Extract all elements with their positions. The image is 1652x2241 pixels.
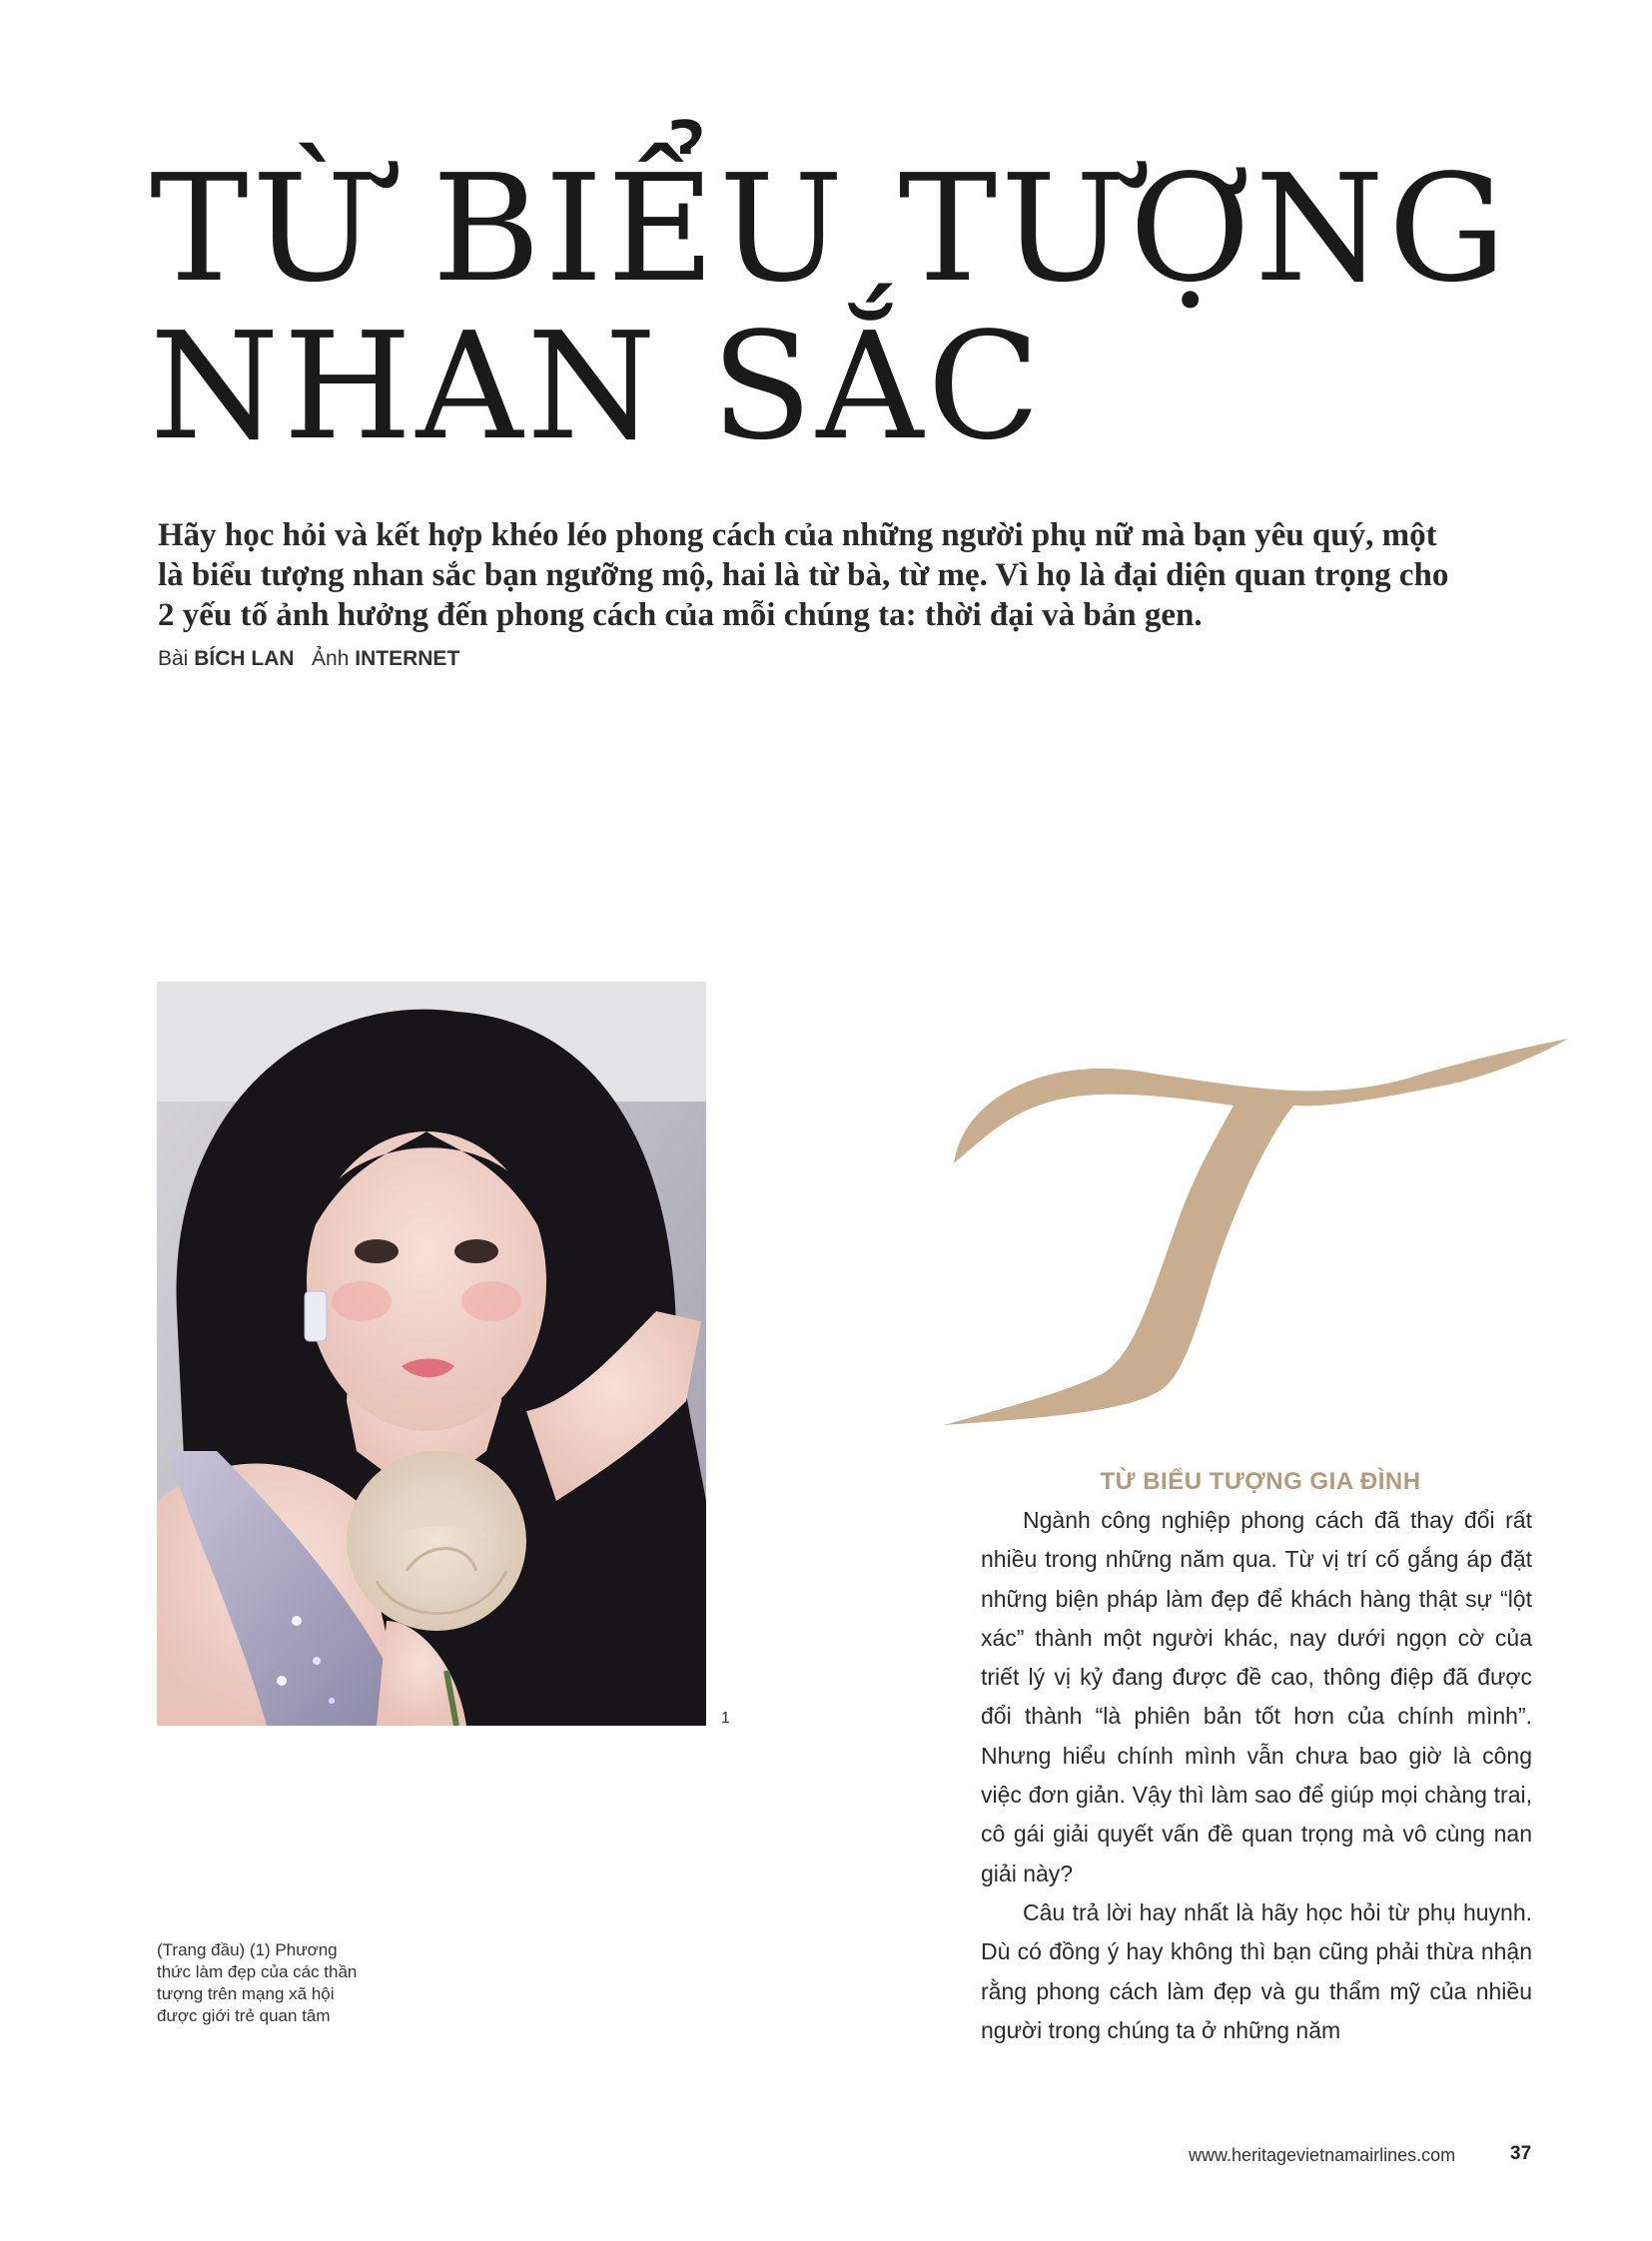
article-lede: Hãy học hỏi và kết hợp khéo léo phong cách của những người phụ nữ mà bạn yêu quý, một là biểu tượng nhan sắc bạn ngưỡng mộ, hai là từ bà, từ mẹ. Vì họ là đại diện quan trọng cho 2 yếu tố ảnh hưởng đến phong cách của mỗi chúng ta: thời đại và bản gen. <box>158 517 1449 633</box>
article-title-line-1: TỪ BIỂU TƯỢNG <box>150 143 1511 315</box>
photo-caption: (Trang đầu) (1) Phương thức làm đẹp của các thần tượng trên mạng xã hội được giới trẻ quan tâm <box>157 1940 358 2025</box>
body-paragraph: Ngành công nghiệp phong cách đã thay đổi rất nhiều trong những năm qua. Từ vị trí cố gắng áp đặt những biện pháp làm đẹp để khách hàng thật sự “lột xác” thành một người khác, nay dưới ngọn cờ của triết lý vị kỷ đang được đề cao, thông điệp đã được đổi thành “là phiên bản tốt hơn của chính mình”. Nhưng hiểu chính mình vẫn chưa bao giờ là công việc đơn giản. Vậy thì làm sao để giúp mọi chàng trai, cô gái giải quyết vấn đề quan trọng mà vô cùng nan giải này? <box>981 1507 1532 1886</box>
photo-number: 1 <box>721 1710 730 1727</box>
portrait-photo <box>157 982 706 1726</box>
byline-photo-credit: INTERNET <box>355 647 460 670</box>
byline-author-prefix: Bài <box>158 647 189 670</box>
dropcap-letter <box>934 1034 1573 1443</box>
byline-photo-prefix: Ảnh <box>312 647 350 670</box>
byline <box>158 647 459 671</box>
article-title-line-2: NHAN SẮC <box>150 301 1045 472</box>
footer-url[interactable]: www.heritagevietnamairlines.com <box>1189 2145 1456 2165</box>
section-title: TỪ BIỂU TƯỢNG GIA ĐÌNH <box>1100 1468 1421 1495</box>
body-text <box>981 1501 1532 2050</box>
byline-author: BÍCH LAN <box>194 647 295 670</box>
article-title <box>150 143 1548 472</box>
page-number: 37 <box>1510 2143 1532 2164</box>
body-paragraph: Câu trả lời hay nhất là hãy học hỏi từ phụ huynh. Dù có đồng ý hay không thì bạn cũng phải thừa nhận rằng phong cách làm đẹp và gu thẩm mỹ của nhiều người trong chúng ta ở những năm <box>981 1898 1532 2043</box>
